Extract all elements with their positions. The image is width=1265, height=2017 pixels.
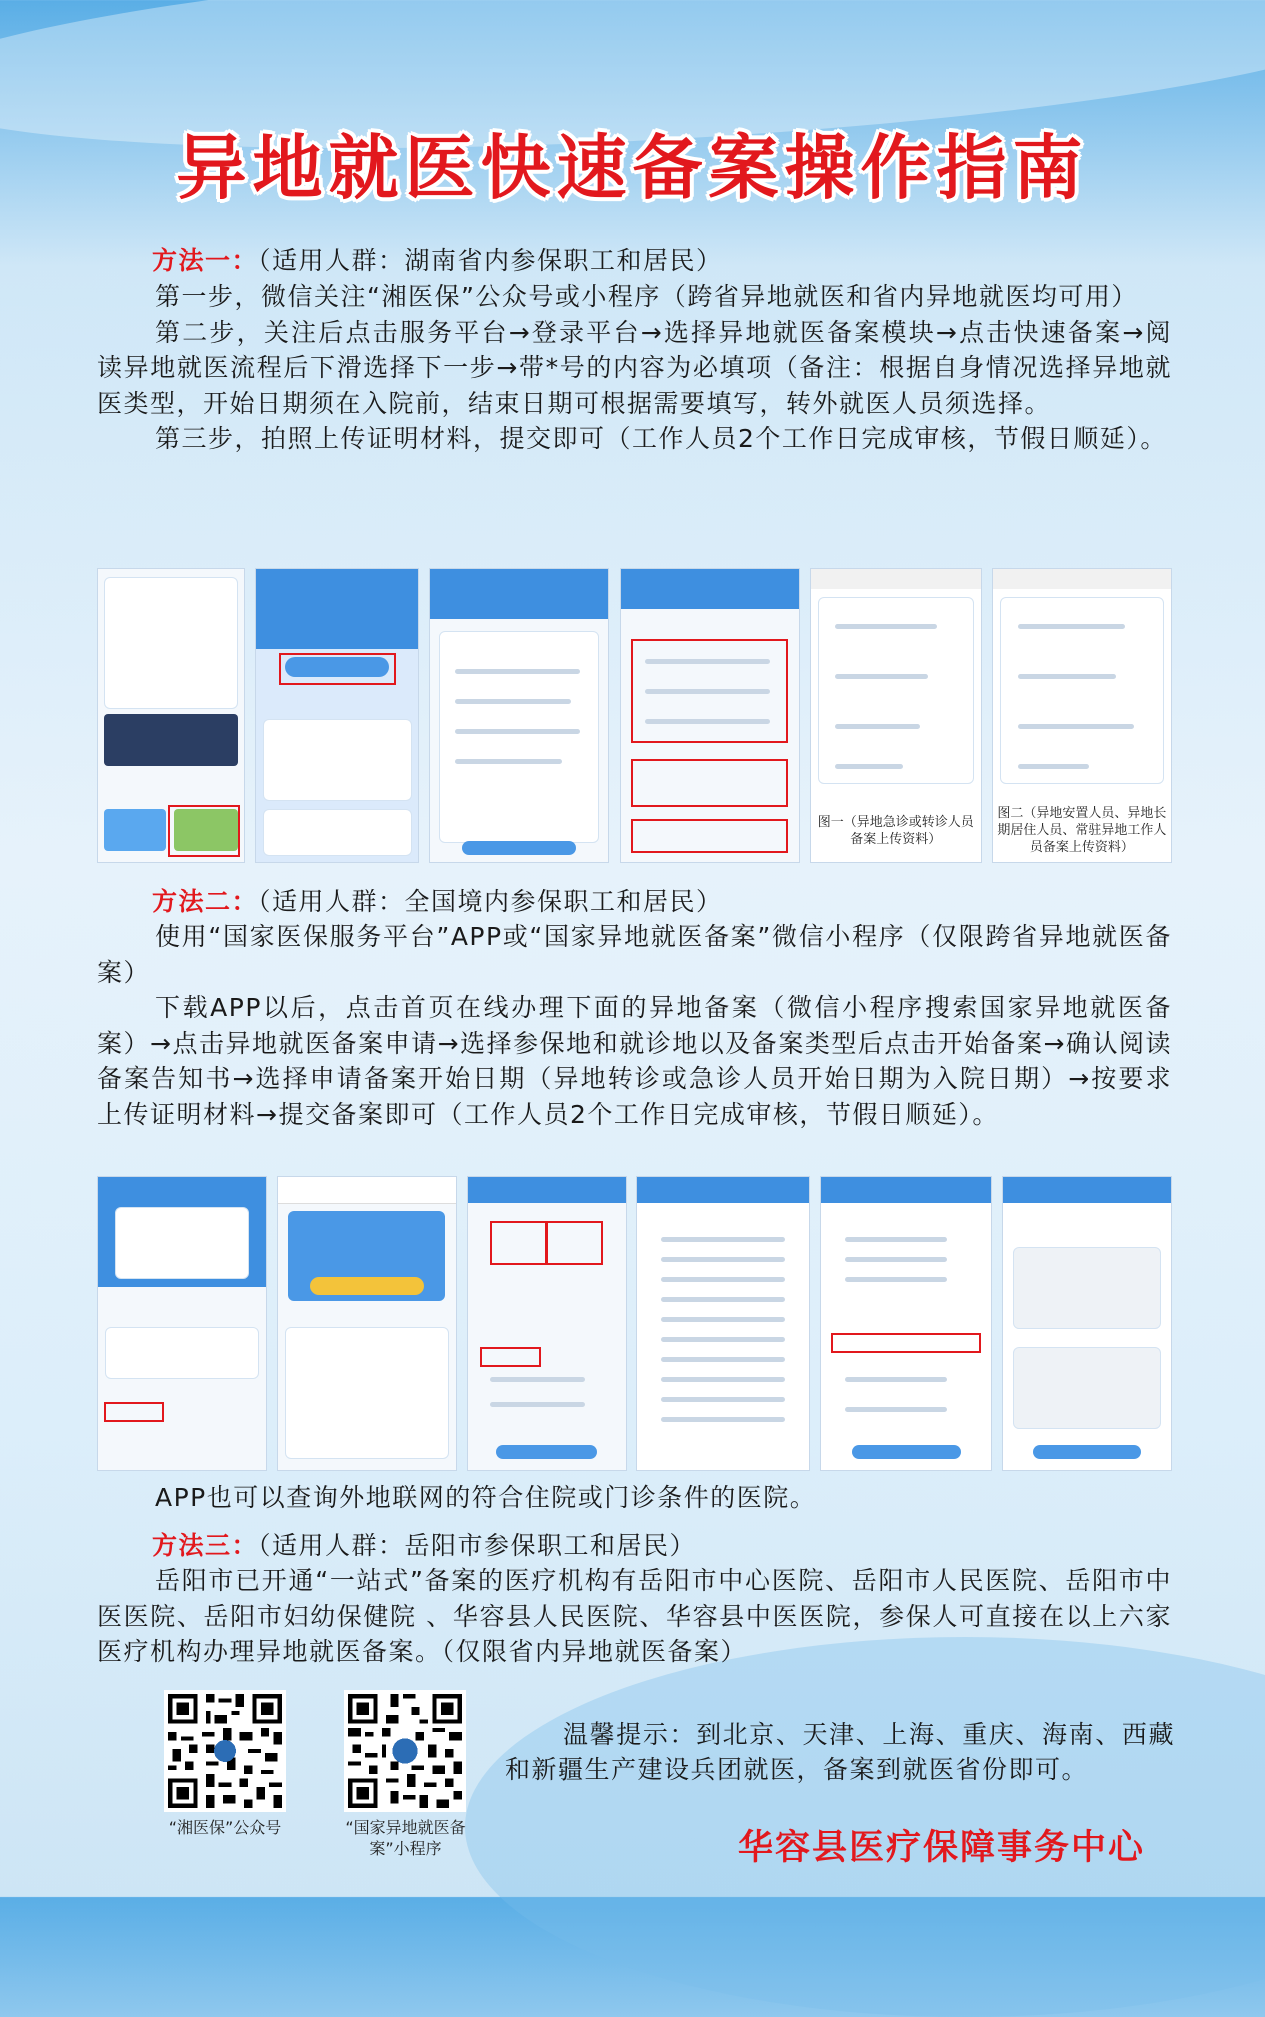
method2-paragraph: 使用“国家医保服务平台”APP或“国家异地就医备案”微信小程序（仅限跨省异地就医备案） <box>97 922 1172 987</box>
qr2-label: “国家异地就医备案”小程序 <box>345 1818 466 1858</box>
method2-paragraph: 下载APP以后，点击首页在线办理下面的异地备案（微信小程序搜索国家异地就医备案）→点击异地就医备案申请→选择参保地和就诊地以及备案类型后点击开始备案→确认阅读备案告知书→选择申请备案开始日期（异地转诊或急诊人员开始日期为入院日期）→按要求上传证明材料→提交备案即可（工作人员2个工作日完成审核，节假日顺延）。 <box>97 993 1172 1129</box>
app-screenshot <box>810 568 982 863</box>
app-screenshot <box>429 568 609 863</box>
method1-heading <box>152 243 723 279</box>
method1-step3: 第三步，拍照上传证明材料，提交即可（工作人员2个工作日完成审核，节假日顺延）。 <box>155 424 1167 453</box>
method1-audience: （适用人群：湖南省内参保职工和居民） <box>258 246 723 275</box>
app-screenshot <box>992 568 1172 863</box>
method3-paragraph: 岳阳市已开通“一站式”备案的医疗机构有岳阳市中心医院、岳阳市人民医院、岳阳市中医医院、岳阳市妇幼保健院 、华容县人民医院、华容县中医医院，参保人可直接在以上六家医疗机构办理异地就医备案。（仅限省内异地就医备案） <box>97 1566 1172 1666</box>
organization-name: 华容县医疗保障事务中心 <box>738 1827 1146 1868</box>
app-screenshot <box>277 1176 457 1471</box>
page-title: 异地就医快速备案操作指南 <box>176 126 1089 209</box>
figure2-caption: 图二（异地安置人员、异地长期居住人员、常驻异地工作人员备案上传资料） <box>997 806 1167 855</box>
method2-note: APP也可以查询外地联网的符合住院或门诊条件的医院。 <box>155 1483 817 1512</box>
method1-screenshots <box>97 568 1172 863</box>
app-screenshot <box>636 1176 810 1471</box>
method2-text <box>97 919 1172 1132</box>
figure1-caption: 图一（异地急诊或转诊人员备案上传资料） <box>817 815 974 847</box>
qr1-label: “湘医保”公众号 <box>168 1818 282 1837</box>
method2-screenshots <box>97 1176 1172 1471</box>
method3-heading <box>152 1528 696 1564</box>
app-screenshot <box>97 1176 267 1471</box>
method1-step2: 第二步，关注后点击服务平台→登录平台→选择异地就医备案模块→点击快速备案→阅读异地就医流程后下滑选择下一步→带*号的内容为必填项（备注：根据自身情况选择异地就医类型，开始日期须在入院前，结束日期可根据需要填写，转外就医人员须选择。 <box>97 317 1172 418</box>
qr-code-icon <box>344 1690 466 1812</box>
qr-code-icon <box>164 1690 286 1812</box>
app-screenshot <box>467 1176 627 1471</box>
method1-step1: 第一步，微信关注“湘医保”公众号或小程序（跨省异地就医和省内异地就医均可用） <box>155 282 1138 311</box>
method3-text <box>97 1563 1172 1670</box>
app-screenshot <box>1002 1176 1172 1471</box>
method3-audience: （适用人群：岳阳市参保职工和居民） <box>258 1531 697 1560</box>
method1-label: 方法一： <box>152 246 259 275</box>
app-screenshot <box>820 1176 992 1471</box>
method1-steps <box>97 279 1172 457</box>
method2-heading <box>152 884 723 920</box>
warm-tip: 温馨提示：到北京、天津、上海、重庆、海南、西藏和新疆生产建设兵团就医，备案到就医省份即可。 <box>505 1720 1175 1784</box>
app-screenshot <box>97 568 245 863</box>
method2-label: 方法二： <box>152 887 259 916</box>
app-screenshot <box>255 568 419 863</box>
method2-audience: （适用人群：全国境内参保职工和居民） <box>258 887 723 916</box>
app-screenshot <box>620 568 800 863</box>
method3-label: 方法三： <box>152 1531 259 1560</box>
